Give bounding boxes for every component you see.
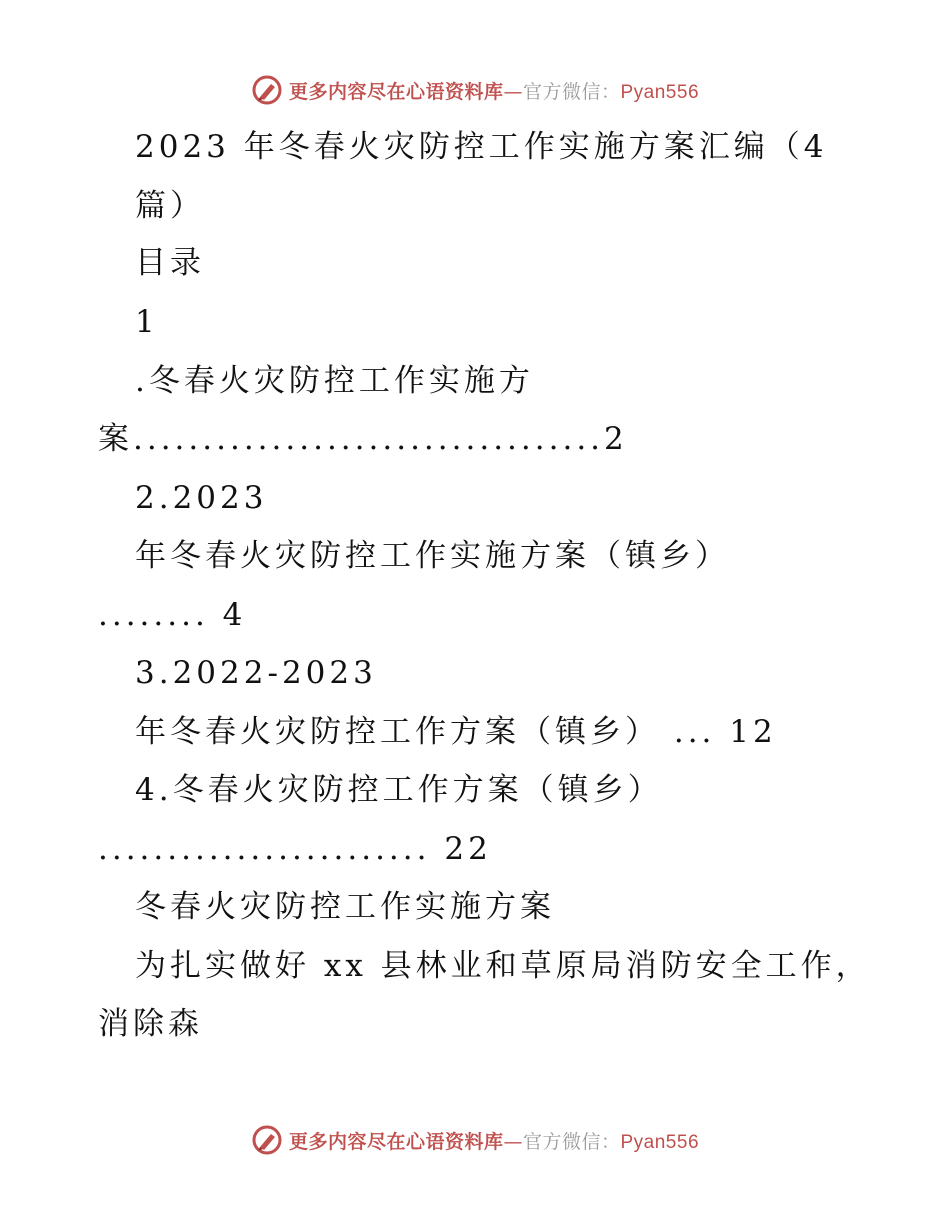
- toc-item-1-leader: 案..................................2: [98, 421, 628, 457]
- watermark-text: [289, 1127, 699, 1154]
- watermark-title: 更多内容尽在心语资料库: [288, 80, 504, 103]
- watermark-wechat-id: Pyan556: [620, 81, 700, 103]
- watermark-dash: —: [503, 80, 523, 103]
- toc-heading: 目录: [135, 245, 205, 281]
- body-line-1: 为扎实做好 xx 县林业和草原局消防安全工作，: [135, 948, 871, 984]
- document-title-line-2: 篇）: [135, 188, 205, 224]
- section-title: 冬春火灾防控工作实施方案: [135, 889, 555, 925]
- toc-item-3-title: 年冬春火灾防控工作方案（镇乡） ... 12: [135, 714, 777, 750]
- toc-item-3-number: 3.2022-2023: [135, 655, 377, 691]
- toc-item-1-number: 1: [135, 304, 159, 340]
- footer-watermark: [0, 1120, 950, 1160]
- toc-item-2-leader: ........ 4: [98, 597, 247, 633]
- toc-item-2-number: 2.2023: [135, 480, 268, 516]
- pen-logo-icon: [251, 1124, 283, 1156]
- watermark-title: 更多内容尽在心语资料库: [288, 1130, 504, 1153]
- document-title-line-1: 2023 年冬春火灾防控工作实施方案汇编（4: [135, 129, 828, 165]
- body-line-2: 消除森: [98, 1006, 203, 1042]
- toc-item-2-title: 年冬春火灾防控工作实施方案（镇乡）: [135, 538, 730, 574]
- pen-logo-icon: [251, 74, 283, 106]
- toc-item-4-title: 4.冬春火灾防控工作方案（镇乡）: [135, 772, 663, 808]
- watermark-label: 官方微信：: [522, 1130, 621, 1153]
- watermark-wechat-id: Pyan556: [620, 1131, 700, 1153]
- toc-item-4-leader: ........................ 22: [98, 831, 492, 867]
- header-watermark: [0, 70, 950, 110]
- toc-item-1-title: .冬春火灾防控工作实施方: [135, 363, 534, 399]
- watermark-label: 官方微信：: [522, 80, 621, 103]
- watermark-text: [289, 77, 699, 104]
- watermark-dash: —: [503, 1130, 523, 1153]
